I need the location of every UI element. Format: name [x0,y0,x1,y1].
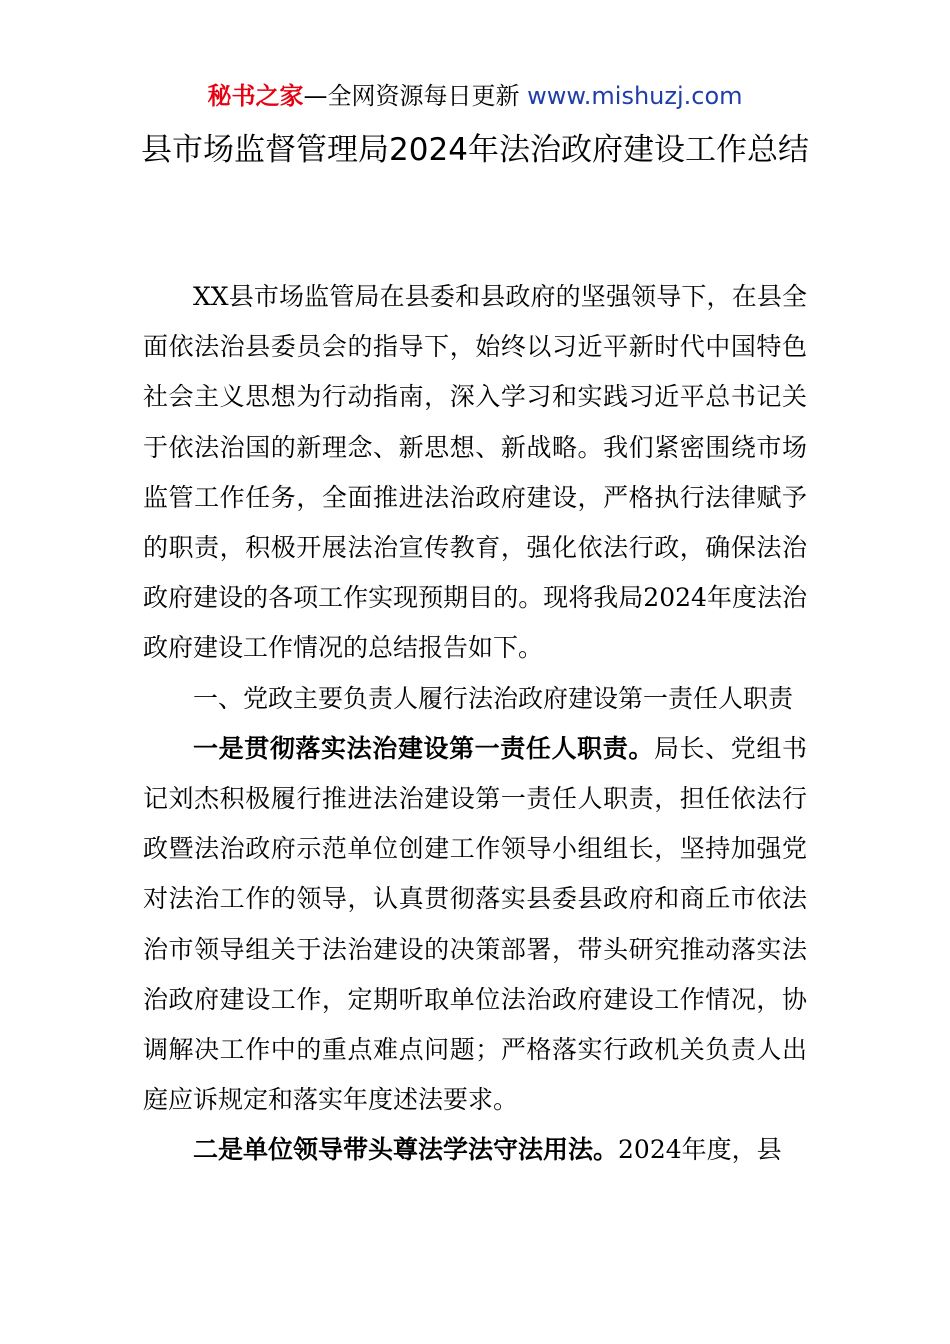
site-header [0,78,950,114]
paragraph-text: 局长、党组书记刘杰积极履行推进法治建设第一责任人职责，担任依法行政暨法治政府示范单位创建工作领导小组组长，坚持加强党对法治工作的领导，认真贯彻落实县委县政府和商丘市依法治市领导组关于法治建设的决策部署，带头研究推动落实法治政府建设工作，定期听取单位法治政府建设工作情况，协调解决工作中的重点难点问题；严格落实行政机关负责人出庭应诉规定和落实年度述法要求。 [143,733,807,1115]
site-brand: 秘书之家 [207,82,304,110]
paragraph-lead: 一是贯彻落实法治建设第一责任人职责。 [193,733,654,763]
section-heading [143,674,807,724]
paragraph [143,724,807,1126]
site-url[interactable]: www.mishuzj.com [527,82,743,110]
document-title: 县市场监督管理局2024年法治政府建设工作总结 [141,132,809,168]
paragraph-text: 2024年度，县 [618,1135,782,1165]
paragraph [143,1125,807,1175]
paragraph [143,272,807,674]
site-tagline: —全网资源每日更新 [303,82,528,110]
paragraph-lead: 二是单位领导带头尊法学法守法用法。 [193,1135,619,1165]
paragraph-text: 一、党政主要负责人履行法治政府建设第一责任人职责 [193,683,794,713]
document-body [143,272,807,1176]
paragraph-text: XX县市场监管局在县委和县政府的坚强领导下，在县全面依法治县委员会的指导下，始终以习近平新时代中国特色社会主义思想为行动指南，深入学习和实践习近平总书记关于依法治国的新理念、新思想、新战略。我们紧密围绕市场监管工作任务，全面推进法治政府建设，严格执行法律赋予的职责，积极开展法治宣传教育，强化依法行政，确保法治政府建设的各项工作实现预期目的。现将我局2024年度法治政府建设工作情况的总结报告如下。 [143,282,807,663]
